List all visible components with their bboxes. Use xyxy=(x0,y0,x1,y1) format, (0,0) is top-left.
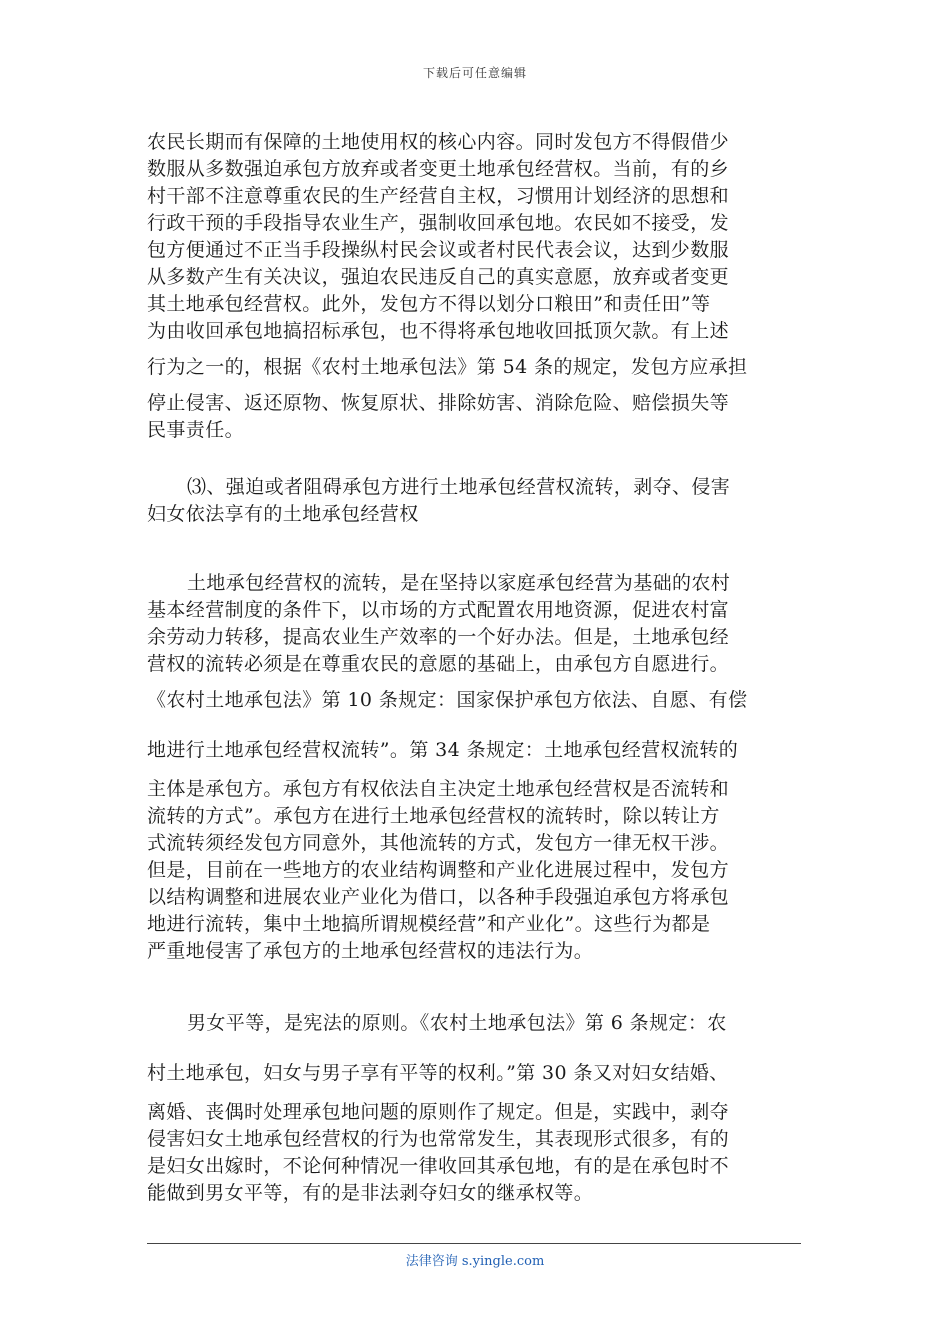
text-line: ⑶、强迫或者阻碍承包方进行土地承包经营权流转，剥夺、侵害 xyxy=(187,476,731,498)
text-line: 侵害妇女土地承包经营权的行为也常常发生，其表现形式很多，有的 xyxy=(147,1128,730,1150)
text-line: 从多数产生有关决议，强迫农民违反自己的真实意愿，放弃或者变更 xyxy=(147,266,730,288)
text-line: 地进行流转，集中土地搞所谓规模经营”和产业化”。这些行为都是 xyxy=(147,913,711,935)
text-line: 行政干预的手段指导农业生产，强制收回承包地。农民如不接受，发 xyxy=(147,212,730,234)
text-line: 土地承包经营权的流转，是在坚持以家庭承包经营为基础的农村 xyxy=(187,572,731,594)
paragraph-subheading xyxy=(147,474,809,528)
page-header: 下载后可任意编辑 xyxy=(422,66,527,80)
paragraph-land-rights xyxy=(147,129,809,444)
text-line: 其土地承包经营权。此外，发包方不得以划分口粮田”和责任田”等 xyxy=(147,293,711,315)
text-line: 主体是承包方。承包方有权依法自主决定土地承包经营权是否流转和 xyxy=(147,778,730,800)
text-line: 余劳动力转移，提高农业生产效率的一个好办法。但是，土地承包经 xyxy=(147,626,730,648)
text-line: 包方便通过不正当手段操纵村民会议或者村民代表会议，达到少数服 xyxy=(147,239,730,261)
text-line: 民事责任。 xyxy=(147,419,245,441)
text-line: 农民长期而有保障的土地使用权的核心内容。同时发包方不得假借少 xyxy=(147,131,730,153)
text-line: 为由收回承包地搞招标承包，也不得将承包地收回抵顶欠款。有上述 xyxy=(147,320,730,342)
text-line: 能做到男女平等，有的是非法剥夺妇女的继承权等。 xyxy=(147,1182,594,1204)
text-line: 地进行土地承包经营权流转”。第 34 条规定：土地承包经营权流转的 xyxy=(147,739,739,761)
text-line: 严重地侵害了承包方的土地承包经营权的违法行为。 xyxy=(147,940,594,962)
text-line: 基本经营制度的条件下，以市场的方式配置农用地资源，促进农村富 xyxy=(147,599,730,621)
text-line: 男女平等，是宪法的原则。《农村土地承包法》第 6 条规定：农 xyxy=(187,1012,727,1034)
text-line: 数服从多数强迫承包方放弃或者变更土地承包经营权。当前，有的乡 xyxy=(147,158,730,180)
text-line: 式流转须经发包方同意外，其他流转的方式，发包方一律无权干涉。 xyxy=(147,832,730,854)
text-line: 停止侵害、返还原物、恢复原状、排除妨害、消除危险、赔偿损失等 xyxy=(147,392,730,414)
text-line: 妇女依法享有的土地承包经营权 xyxy=(147,503,419,525)
paragraph-gender-equality xyxy=(147,1010,809,1207)
text-line: 流转的方式”。承包方在进行土地承包经营权的流转时，除以转让方 xyxy=(147,805,720,827)
text-line: 营权的流转必须是在尊重农民的意愿的基础上，由承包方自愿进行。 xyxy=(147,653,730,675)
paragraph-land-transfer xyxy=(147,570,809,965)
text-line: 离婚、丧偶时处理承包地问题的原则作了规定。但是，实践中，剥夺 xyxy=(147,1101,730,1123)
text-line: 以结构调整和进展农业产业化为借口，以各种手段强迫承包方将承包 xyxy=(147,886,730,908)
text-line: 村干部不注意尊重农民的生产经营自主权，习惯用计划经济的思想和 xyxy=(147,185,730,207)
text-line: 是妇女出嫁时，不论何种情况一律收回其承包地，有的是在承包时不 xyxy=(147,1155,730,1177)
text-line: 村土地承包，妇女与男子享有平等的权利。”第 30 条又对妇女结婚、 xyxy=(147,1062,729,1084)
text-line: 行为之一的，根据《农村土地承包法》第 54 条的规定，发包方应承担 xyxy=(147,356,748,378)
footer-link[interactable]: 法律咨询 s.yingle.com xyxy=(405,1254,545,1269)
text-line: 《农村土地承包法》第 10 条规定：国家保护承包方依法、自愿、有偿 xyxy=(147,689,748,711)
text-line: 但是，目前在一些地方的农业结构调整和产业化进展过程中，发包方 xyxy=(147,859,730,881)
footer-divider xyxy=(147,1243,801,1244)
